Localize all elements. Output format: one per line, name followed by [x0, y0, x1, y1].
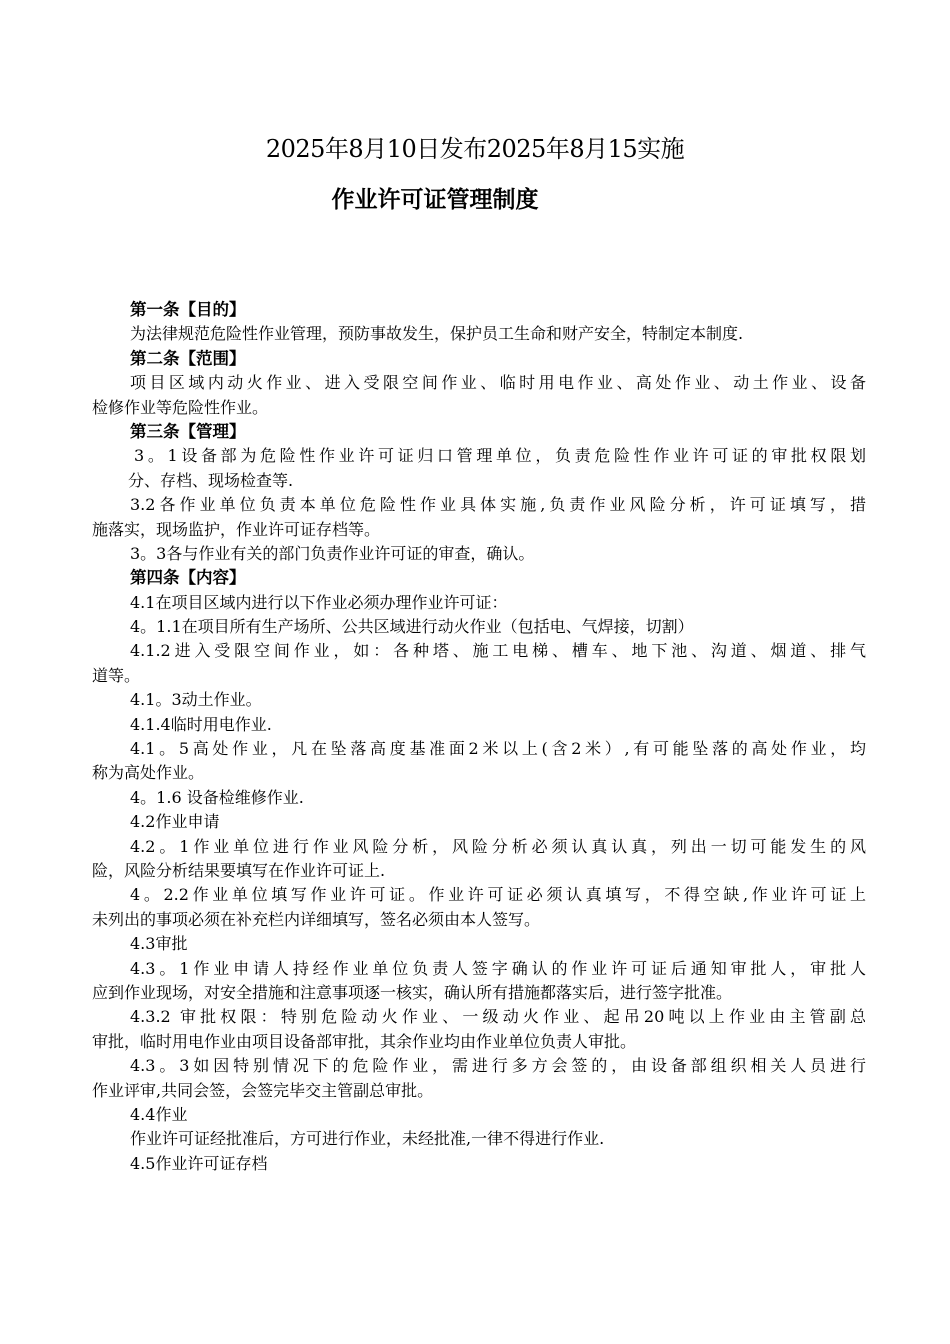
paragraph-line: 施落实，现场监护，作业许可证存档等。	[92, 519, 381, 539]
article-heading: 第一条【目的】	[130, 300, 246, 319]
paragraph-line: 应到作业现场，对安全措施和注意事项逐一核实，确认所有措施都落实后，进行签字批准。	[92, 982, 733, 1002]
paragraph-line: 4.1.2进入受限空间作业，如：各种塔、施工电梯、槽车、地下池、沟道、烟道、排气	[130, 641, 866, 661]
paragraph-line: 4.3。3如因特别情况下的危险作业，需进行多方会签的，由设备部组织相关人员进行	[130, 1056, 866, 1076]
paragraph-line: 4.4作业	[130, 1104, 188, 1124]
publish-date-line: 2025年8月10日发布2025年8月15实施	[265, 135, 685, 163]
paragraph-line: 为法律规范危险性作业管理，预防事故发生，保护员工生命和财产安全，特制定本制度.	[130, 324, 744, 344]
paragraph-line: 4。1.6 设备检维修作业.	[130, 787, 304, 807]
document-body	[92, 298, 866, 1176]
paragraph-line: 作业许可证经批准后，方可进行作业，未经批准,一律不得进行作业.	[130, 1129, 605, 1149]
paragraph-line: 4.3.2 审批权限：特别危险动火作业、一级动火作业、起吊20吨以上作业由主管副总	[130, 1007, 866, 1027]
paragraph-line: 项目区域内动火作业、进入受限空间作业、临时用电作业、高处作业、动土作业、设备	[130, 373, 866, 393]
paragraph-line: 道等。	[92, 665, 141, 685]
paragraph-line: 4。1.1在项目所有生产场所、公共区域进行动火作业（包括电、气焊接，切割）	[130, 617, 694, 637]
paragraph-line: 检修作业等危险性作业。	[92, 397, 269, 417]
paragraph-line: 4。2.2作业单位填写作业许可证。作业许可证必须认真填写，不得空缺,作业许可证上	[130, 885, 866, 905]
article-heading: 第四条【内容】	[130, 568, 246, 588]
paragraph-line: 4.1。3动土作业。	[130, 690, 262, 710]
paragraph-line: 3。1设备部为危险性作业许可证归口管理单位，负责危险性作业许可证的审批权限划	[134, 446, 866, 466]
paragraph-line: 3.2各作业单位负责本单位危险性作业具体实施,负责作业风险分析，许可证填写，措	[130, 495, 866, 515]
paragraph-line: 险，风险分析结果要填写在作业许可证上.	[92, 860, 386, 880]
paragraph-line: 称为高处作业。	[92, 763, 205, 783]
paragraph-line: 3。3各与作业有关的部门负责作业许可证的审查，确认。	[130, 543, 535, 563]
paragraph-line: 4.1.4临时用电作业.	[130, 714, 272, 734]
paragraph-line: 4.5作业许可证存档	[130, 1153, 268, 1173]
paragraph-line: 4.3审批	[130, 934, 188, 954]
paragraph-line: 4.1在项目区域内进行以下作业必须办理作业许可证：	[130, 592, 508, 612]
paragraph-line: 未列出的事项必须在补充栏内详细填写，签名必须由本人签写。	[92, 909, 541, 929]
paragraph-line: 审批，临时用电作业由项目设备部审批，其余作业均由作业单位负责人审批。	[92, 1031, 637, 1051]
paragraph-line: 4.3。1作业申请人持经作业单位负责人签字确认的作业许可证后通知审批人，审批人	[130, 958, 866, 978]
paragraph-line: 4.2作业申请	[130, 812, 220, 832]
article-heading: 第三条【管理】	[130, 421, 246, 441]
document-title: 作业许可证管理制度	[331, 186, 539, 213]
paragraph-line: 分、存档、现场检查等.	[128, 470, 294, 490]
paragraph-line: 4.1。5高处作业，凡在坠落高度基准面2米以上(含2米）,有可能坠落的高处作业，均	[130, 739, 866, 759]
paragraph-line: 作业评审,共同会签，会签完毕交主管副总审批。	[92, 1080, 434, 1100]
paragraph-line: 4.2。1作业单位进行作业风险分析，风险分析必须认真认真，列出一切可能发生的风	[130, 836, 866, 856]
article-heading: 第二条【范围】	[130, 348, 246, 368]
